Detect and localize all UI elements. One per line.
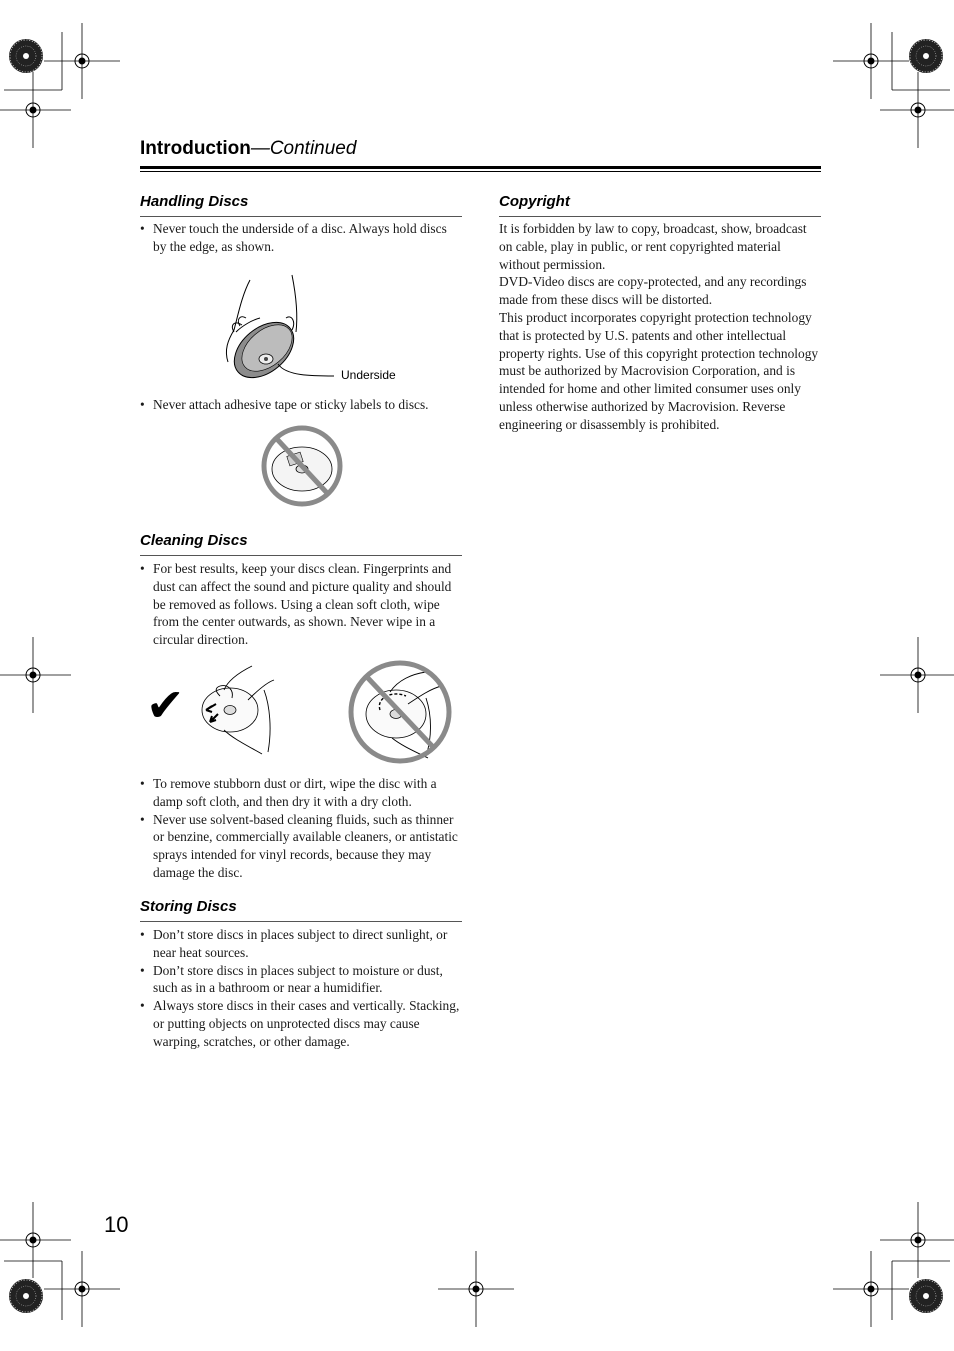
copyright-rule xyxy=(499,216,821,217)
no-circular-wipe-illustration xyxy=(346,658,454,766)
cleaning-list-1 xyxy=(140,560,463,649)
list-item: • Don’t store discs in places subject to moisture or dust, such as in a bathroom or near a humidifier. xyxy=(140,962,463,998)
copyright-title: Copyright xyxy=(499,193,570,210)
list-item: • Never touch the underside of a disc. Always hold discs by the edge, as shown. xyxy=(140,220,463,256)
crosshair-icon xyxy=(438,1251,514,1327)
storing-rule xyxy=(140,921,462,922)
page-number: 10 xyxy=(104,1212,129,1237)
list-item: • Never attach adhesive tape or sticky labels to discs. xyxy=(140,396,463,414)
handling-list-2 xyxy=(140,396,463,414)
crosshair-icon xyxy=(880,637,954,713)
crosshair-icon xyxy=(880,72,954,148)
registration-burst-icon xyxy=(909,39,943,73)
copyright-paragraph: DVD-Video discs are copy-protected, and any recordings made from these discs will be distorted. xyxy=(499,274,807,308)
copyright-paragraph: It is forbidden by law to copy, broadcast, show, broadcast on cable, play in public, or rent copyrighted material without permission. xyxy=(499,221,807,272)
header-rule-thin xyxy=(140,171,821,172)
crosshair-icon xyxy=(880,1202,954,1278)
crosshair-icon xyxy=(833,23,909,99)
crosshair-icon xyxy=(833,1251,909,1327)
list-item: • For best results, keep your discs clean. Fingerprints and dust can affect the sound and picture quality and should be removed as follows. Using a clean soft cloth, wipe from the center outwards, as shown. Never wipe in a circular direction. xyxy=(140,560,463,649)
copyright-paragraph: This product incorporates copyright protection technology that is protected by U.S. patents and other intellectual property rights. Use of this copyright protection technology must be authorized by Macrovision Corporation, and is intended for home and other limited consumer uses only unless otherwise authorized by Macrovision. Reverse engineering or disassembly is prohibited. xyxy=(499,309,819,432)
cleaning-list-2 xyxy=(140,775,463,882)
registration-burst-icon xyxy=(9,39,43,73)
list-item: • To remove stubborn dust or dirt, wipe the disc with a damp soft cloth, and then dry it with a dry cloth. xyxy=(140,775,463,811)
registration-burst-icon xyxy=(9,1279,43,1313)
crosshair-icon xyxy=(0,72,71,148)
wipe-outward-illustration xyxy=(198,660,278,756)
storing-list xyxy=(140,926,463,1051)
crosshair-icon xyxy=(44,23,120,99)
crosshair-icon xyxy=(0,637,71,713)
page-header xyxy=(140,138,356,160)
storing-title: Storing Discs xyxy=(140,898,237,915)
header-section: Introduction xyxy=(140,138,251,159)
header-rule xyxy=(140,166,821,169)
registration-burst-icon xyxy=(909,1279,943,1313)
crosshair-icon xyxy=(44,1251,120,1327)
handling-title: Handling Discs xyxy=(140,193,249,210)
list-item: • Don’t store discs in places subject to direct sunlight, or near heat sources. xyxy=(140,926,463,962)
crosshair-icon xyxy=(0,1202,71,1278)
copyright-body xyxy=(499,220,823,434)
handling-list-1 xyxy=(140,220,463,256)
cleaning-title: Cleaning Discs xyxy=(140,532,248,549)
list-item: • Never use solvent-based cleaning fluids, such as thinner or benzine, commercially available cleaners, or antistatic sprays intended for vinyl records, because they may damage the disc. xyxy=(140,811,463,882)
cleaning-rule xyxy=(140,555,462,556)
underside-caption: Underside xyxy=(341,368,396,382)
header-continued: —Continued xyxy=(250,138,357,159)
check-icon: ✔ xyxy=(146,678,185,732)
handling-rule xyxy=(140,216,462,217)
hand-holding-disc-illustration xyxy=(212,270,342,385)
list-item: • Always store discs in their cases and vertically. Stacking, or putting objects on unprotected discs may cause warping, scratches, or other damage. xyxy=(140,997,463,1050)
no-sticky-labels-illustration xyxy=(260,424,344,508)
